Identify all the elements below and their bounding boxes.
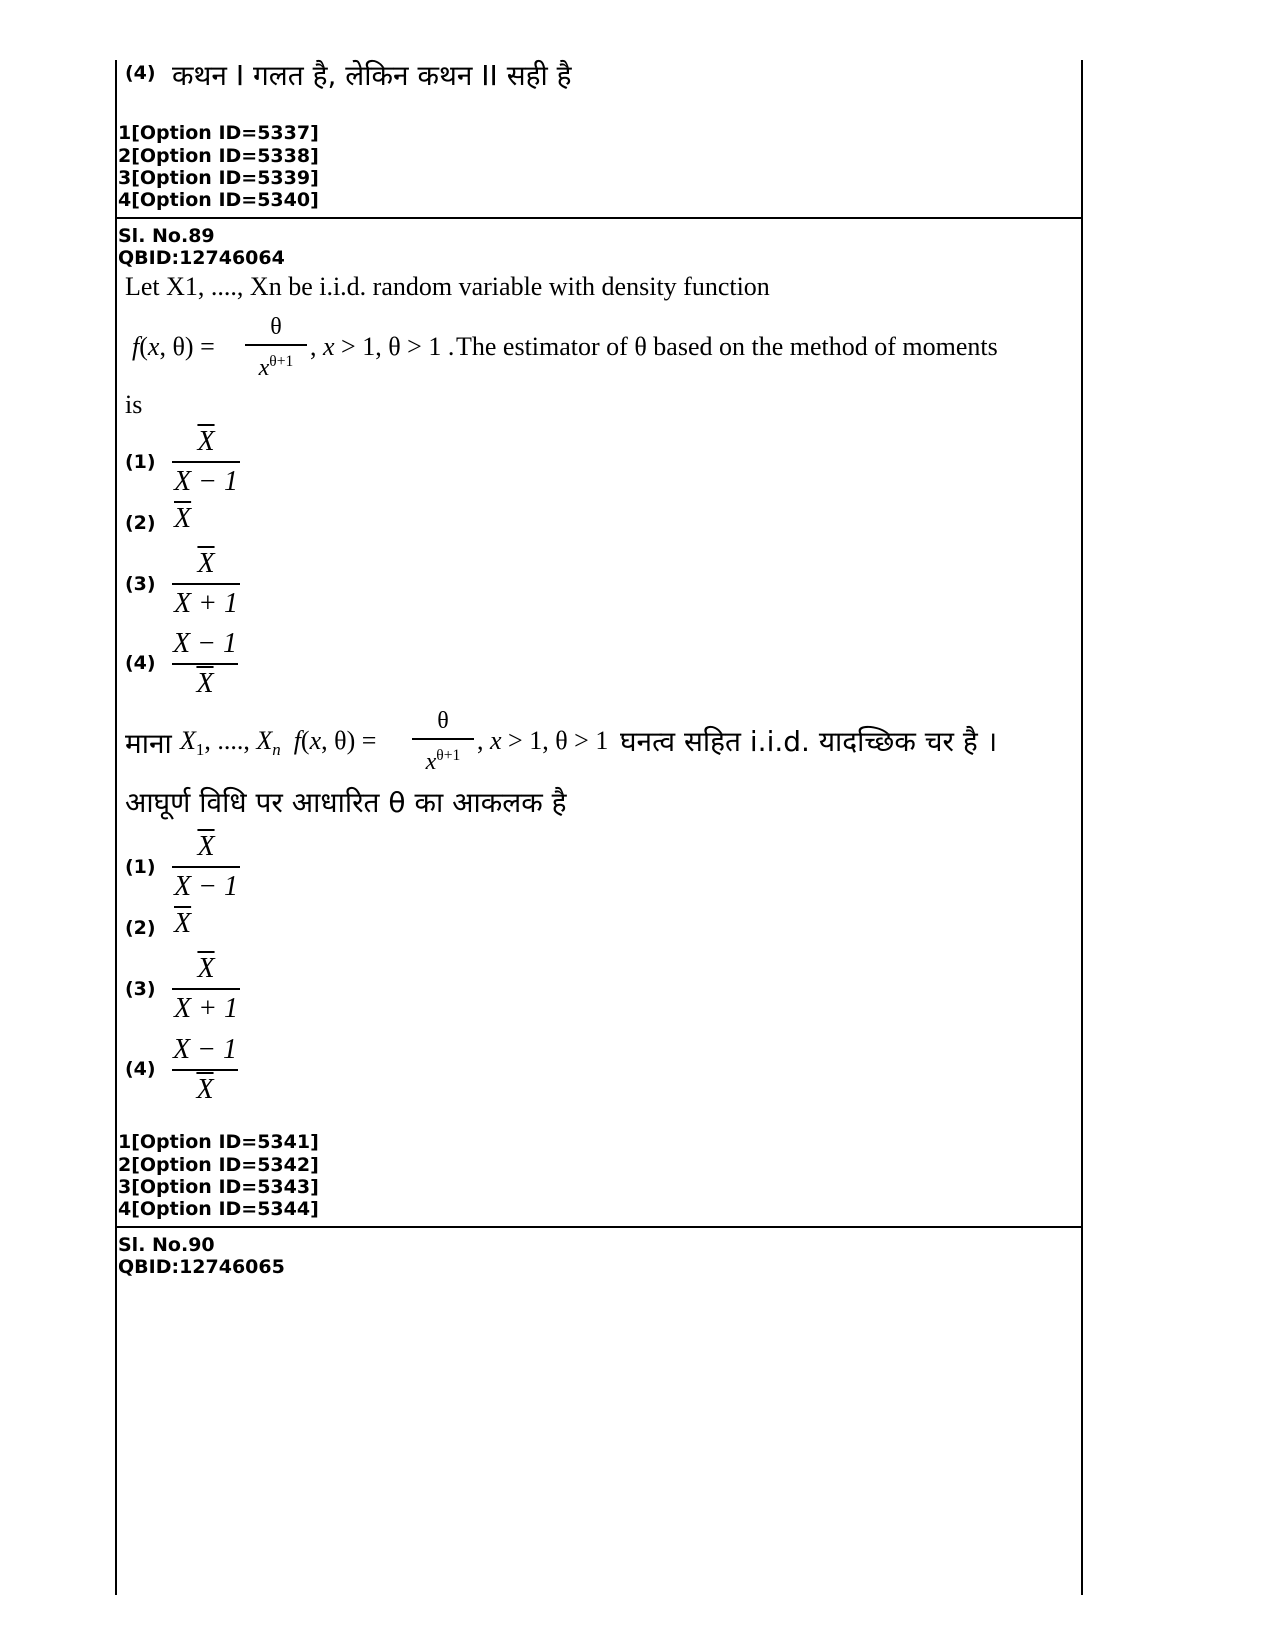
question-line-hindi: माना xyxy=(125,727,172,760)
option-number: (3) xyxy=(125,573,156,595)
option-number: (4) xyxy=(125,62,156,84)
row-divider xyxy=(115,217,1083,219)
question-line: is xyxy=(125,390,143,419)
hindi-variables: $X_1$, ...., $X_n$ f(x, θ) = xyxy=(180,726,377,760)
option-id: 3[Option ID=5339] xyxy=(118,167,319,189)
option-xbar-2-hindi: $\overline{X}$ xyxy=(174,908,192,939)
option-number: (4) xyxy=(125,652,156,674)
option-number: (4) xyxy=(125,1058,156,1080)
option-fraction-1-hindi: $\overline{X}$ X − 1 xyxy=(174,831,238,902)
option-xbar-2: $\overline{X}$ xyxy=(174,503,192,534)
serial-number: Sl. No.89 xyxy=(118,225,215,247)
option-id: 2[Option ID=5342] xyxy=(118,1154,319,1176)
row-divider xyxy=(115,1226,1083,1228)
density-condition-hindi: , x > 1, θ > 1 xyxy=(477,726,609,755)
option-fraction-4-hindi: $\frac{X - 1}{X}$ xyxy=(173,1034,237,1105)
question-line: Let X1, ...., Xn be i.i.d. random variable with density function xyxy=(125,272,770,301)
density-lhs: f(x, θ) = xyxy=(132,332,215,361)
option-text: कथन I गलत है, लेकिन कथन II सही है xyxy=(172,59,572,92)
option-id: 4[Option ID=5344] xyxy=(118,1198,319,1220)
density-fraction-hindi: θ $x^{\theta+1}$ xyxy=(412,706,474,776)
question-line-hindi: आघूर्ण विधि पर आधारित θ का आकलक है xyxy=(125,786,567,819)
option-id: 1[Option ID=5341] xyxy=(118,1131,319,1153)
option-id: 3[Option ID=5343] xyxy=(118,1176,319,1198)
density-fraction: θ $x^{\theta+1}$ xyxy=(245,312,307,382)
option-number: (2) xyxy=(125,917,156,939)
option-number: (1) xyxy=(125,856,156,878)
serial-number: Sl. No.90 xyxy=(118,1234,215,1256)
qbid: QBID:12746064 xyxy=(118,247,285,269)
qbid: QBID:12746065 xyxy=(118,1256,285,1278)
option-number: (1) xyxy=(125,451,156,473)
option-id: 2[Option ID=5338] xyxy=(118,145,319,167)
option-fraction-3: $\overline{X}$ X + 1 xyxy=(174,548,238,619)
option-number: (3) xyxy=(125,978,156,1000)
question-line: The estimator of θ based on the method of moments xyxy=(456,332,998,361)
density-condition: , x > 1, θ > 1 . xyxy=(310,332,455,361)
option-fraction-3-hindi: $\overline{X}$ X + 1 xyxy=(174,953,238,1024)
option-id: 1[Option ID=5337] xyxy=(118,122,319,144)
option-fraction-1: $\overline{X}$ X − 1 xyxy=(174,426,238,497)
option-id: 4[Option ID=5340] xyxy=(118,189,319,211)
option-number: (2) xyxy=(125,512,156,534)
question-line-hindi: घनत्व सहित i.i.d. यादच्छिक चर है । xyxy=(620,725,998,758)
option-fraction-4: $\frac{X - 1}{X}$ xyxy=(173,628,237,699)
